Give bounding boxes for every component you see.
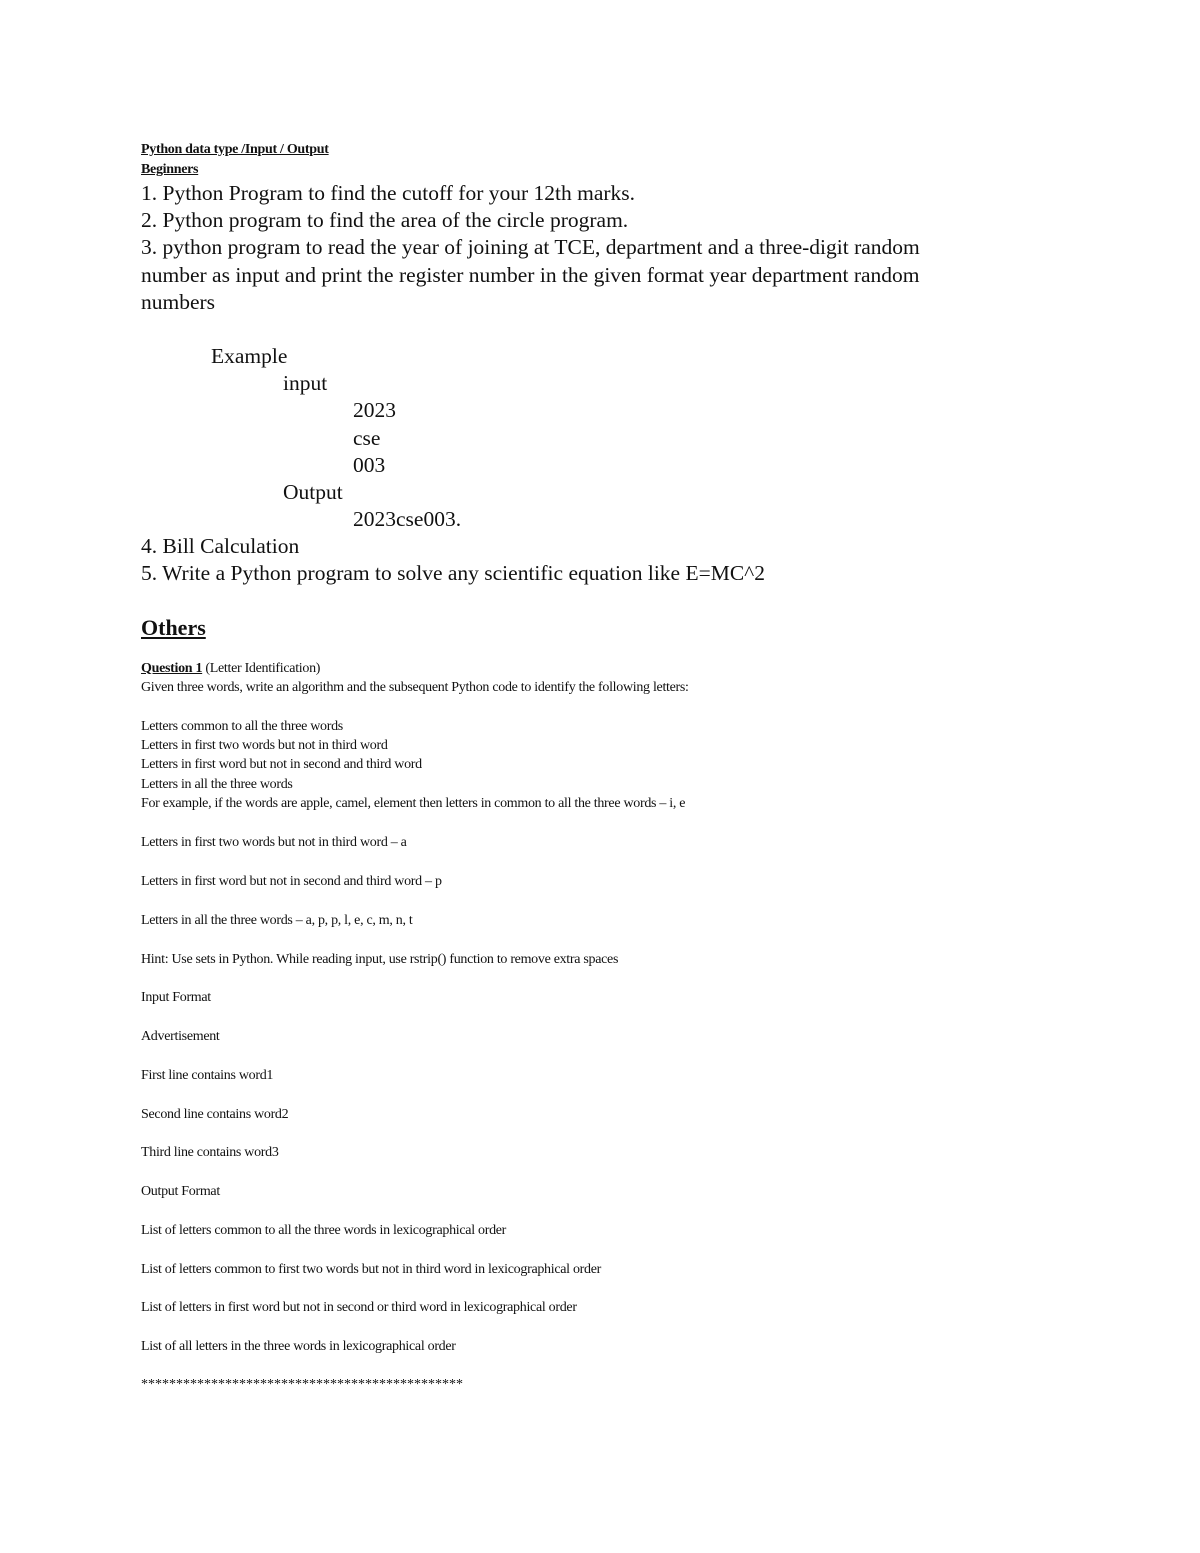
page-title: Python data type /Input / Output — [141, 142, 329, 157]
output-format-line: List of letters in first word but not in second or third word in lexicographical order — [141, 1300, 577, 1315]
question-label: Question 1 — [141, 661, 203, 676]
list-item-4: 4. Bill Calculation — [141, 534, 300, 558]
list-item-5: 5. Write a Python program to solve any scientific equation like E=MC^2 — [141, 561, 766, 585]
input-format-line: Third line contains word3 — [141, 1145, 279, 1160]
example-output-value: 2023cse003. — [353, 507, 462, 531]
output-format-label: Output Format — [141, 1184, 220, 1199]
criteria-item: Letters in first two words but not in third word — [141, 738, 388, 753]
input-format-label: Input Format — [141, 990, 211, 1005]
example-input-label: input — [283, 371, 328, 395]
hint-text: Hint: Use sets in Python. While reading input, use rstrip() function to remove extra spaces — [141, 952, 619, 967]
example-label: Example — [211, 344, 288, 368]
example-output-label: Output — [283, 480, 343, 504]
example-input-value: 2023 — [353, 398, 396, 422]
output-format-line: List of letters common to first two words but not in third word in lexicographical order — [141, 1262, 602, 1277]
example-input-value: cse — [353, 426, 381, 450]
example-result: Letters in first word but not in second and third word – p — [141, 874, 442, 889]
input-format-line: First line contains word1 — [141, 1068, 274, 1083]
criteria-item: Letters in all the three words — [141, 777, 293, 792]
output-format-line: List of letters common to all the three words in lexicographical order — [141, 1223, 507, 1238]
output-format-line: List of all letters in the three words in lexicographical order — [141, 1339, 456, 1354]
list-item-3-line-1: 3. python program to read the year of joining at TCE, department and a three-digit random — [141, 235, 920, 259]
question-intro: Given three words, write an algorithm and the subsequent Python code to identify the following letters: — [141, 680, 689, 695]
list-item-1: 1. Python Program to find the cutoff for your 12th marks. — [141, 181, 636, 205]
input-format-line: Second line contains word2 — [141, 1107, 289, 1122]
example-sentence: For example, if the words are apple, camel, element then letters in common to all the three words – i, e — [141, 796, 686, 811]
advertisement-label: Advertisement — [141, 1029, 220, 1044]
question-title: (Letter Identification) — [205, 661, 321, 676]
list-item-3-line-2: number as input and print the register number in the given format year department random — [141, 263, 920, 287]
question-heading — [141, 661, 320, 677]
example-result: Letters in all the three words – a, p, p, l, e, c, m, n, t — [141, 913, 413, 928]
separator-line: ********************************************** — [141, 1377, 463, 1392]
section-heading-beginners: Beginners — [141, 162, 199, 177]
criteria-item: Letters common to all the three words — [141, 719, 343, 734]
example-result: Letters in first two words but not in third word – a — [141, 835, 407, 850]
criteria-item: Letters in first word but not in second and third word — [141, 757, 422, 772]
section-heading-others: Others — [141, 615, 206, 640]
list-item-2: 2. Python program to find the area of the circle program. — [141, 208, 629, 232]
list-item-3-line-3: numbers — [141, 290, 216, 314]
example-input-value: 003 — [353, 453, 386, 477]
